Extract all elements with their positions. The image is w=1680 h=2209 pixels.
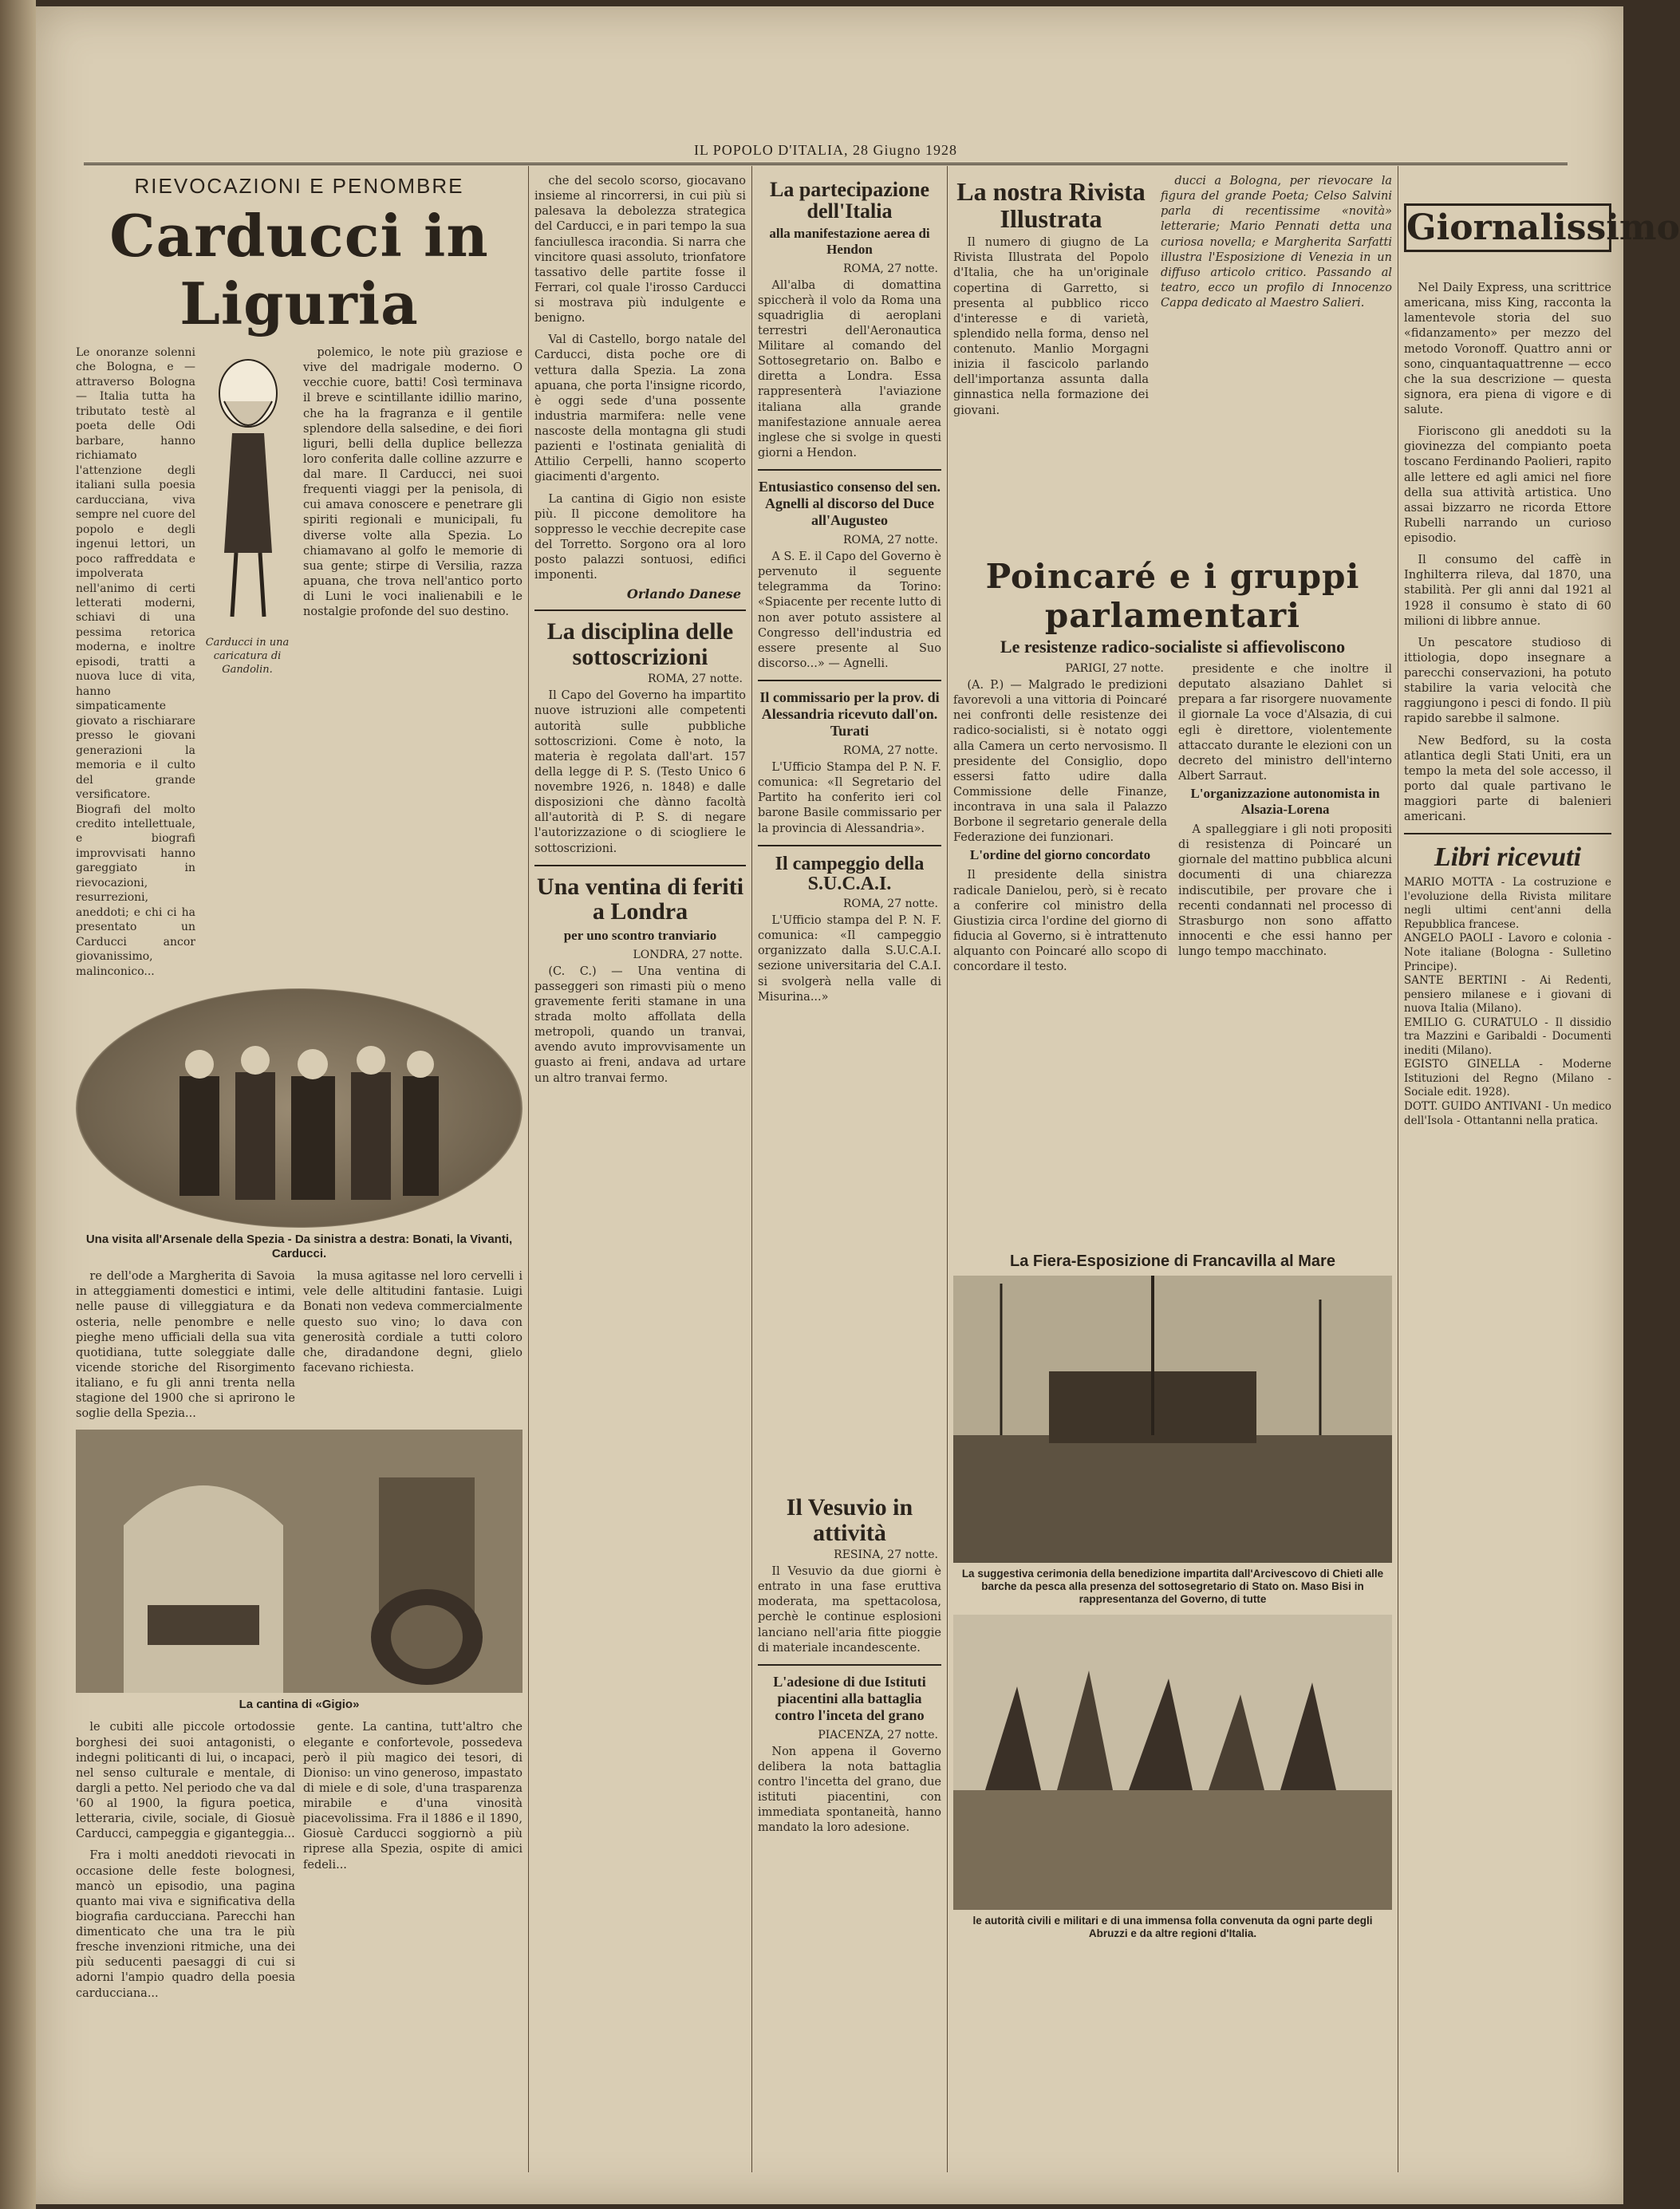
- cantina-photo-caption: La cantina di «Gigio»: [239, 1698, 360, 1712]
- section-rule: [758, 680, 941, 681]
- article-text: (C. C.) — Una ventina di passeggeri son rimasti più o meno gravemente feriti stamane in una strada molto affollata della metropoli, quando un tranvai, avendo avuto improvvisamente un guasto ai freni, andava ad urtare un altro tranvai fermo.: [534, 964, 746, 1085]
- article-text: Le onoranze solenni che Bologna, e — attraverso Bologna — Italia tutta ha tributato testè al poeta delle Odi barbare, hanno richiamato l'attenzione degli italiani sulla poesia carducciana, viva sempre nel cuore del popolo e degli ingenui lettori, un poco raffreddata e impolverata nell'animo di certi letterati moderni, schiavi di una pessima retorica moderna, e inoltre episodi, tratti a nuova luce di vita, hanno simpaticamente giovato a rischiarare presso le giovani generazioni la memoria e il culto del grande versificatore. Biografi del molto credito intellettuale, e biografi improvvisati hanno gareggiato in rievocazioni, resurrezioni, aneddoti; e chi ci ha presentato un Carducci ancor giovanissimo, malinconico...: [76, 346, 195, 978]
- libri-headline: Libri ricevuti: [1434, 842, 1582, 873]
- list-item: EGISTO GINELLA - Moderne Istituzioni del Regno (Milano - Sociale edit. 1928).: [1404, 1058, 1611, 1099]
- fiera-caption: La suggestiva cerimonia della benedizione impartita dall'Arcivescovo di Chieti alle barche da pesca alla presenza del sottosegretario di Stato on. Maso Bisi in rappresentanza del Governo, di tutte: [961, 1568, 1384, 1606]
- article-text: Il Vesuvio da due giorni è entrato in una fase eruttiva moderata, ma spettacolosa, perchè le continue esplosioni lanciano nell'aria fitte pioggie di materiale incandescente.: [758, 1565, 941, 1655]
- column-3: [758, 174, 941, 1446]
- dateline: ROMA, 27 notte.: [647, 673, 743, 686]
- dateline: ROMA, 27 notte.: [842, 534, 938, 547]
- cantina-photo: [76, 1430, 523, 1693]
- article-text: L'Ufficio Stampa del P. N. F. comunica: «Il Segretario del Partito ha conferito ieri col barone Basile commissario per la provincia di Alessandria».: [758, 761, 941, 835]
- article-text: All'alba di domattina spiccherà il volo da Roma una squadriglia di aeroplani terrestri dell'Aeronautica Militare al comando del Sottosegretario on. Balbo e diretta a Londra. Essa rappresenterà l'aviazione italiana alla grande manifestazione annuale aerea inglese che si svolge in questi giorni a Hendon.: [758, 278, 941, 460]
- article-headline: Carducci in Liguria: [109, 202, 489, 337]
- cantina-photo-image: [76, 1430, 523, 1693]
- section-rule: [758, 845, 941, 846]
- column-rule: [947, 166, 948, 2172]
- article-text: Il Capo del Governo ha impartito nuove istruzioni alle competenti autorità sulle pubbliche sottoscrizioni. Come è noto, la materia è regolata dall'art. 157 della legge di P. S. (Testo Unico 6 novembre 1926, n. 1848) e dalle disposizioni che dànno facoltà all'autorità di P. S. di negare l'autorizzazione o di sciogliere le sottoscrizioni.: [534, 689, 746, 855]
- newspaper-page: [36, 6, 1680, 2204]
- book-binding: [0, 0, 36, 2209]
- article-text: la musa agitasse nel loro cervelli i vele delle altitudini fantasie. Luigi Bonati non vedeva commercialmente questo suo vino; lo dava con generosità cordiale a tutti coloro che, diradandone degni, glielo facevano richiesta.: [303, 1270, 523, 1375]
- article-kicker: RIEVOCAZIONI E PENOMBRE: [134, 174, 464, 198]
- section-rule: [1404, 833, 1611, 834]
- article-text: Il presidente della sinistra radicale Danielou, però, si è recato a conferire col ministro della Giustizia circa l'ordine del giorno di fiducia al Governo, si è intrattenuto alquanto con Poincaré allo scopo di concordare il testo.: [953, 869, 1167, 974]
- ventina-headline: Una ventina di feriti a Londra: [536, 873, 744, 925]
- fiera-photo-2-image: [953, 1615, 1392, 1910]
- carducci-article: [76, 174, 523, 2172]
- alsazia-headline: L'organizzazione autonomista in Alsazia-Lorena: [1190, 786, 1380, 817]
- fiera-photo-feature: [953, 1251, 1392, 2176]
- header-rule: [84, 163, 1568, 165]
- dateline: LONDRA, 27 notte.: [633, 948, 743, 961]
- article-text: La cantina di Gigio non esiste più. Il piccone demolitore ha soppresso le vecchie decrepite case del Torretto. Sorgono ora al loro posto palazzi sontuosi, edifici imponenti.: [534, 492, 746, 582]
- fiera-caption: le autorità civili e militari e di una immensa folla convenuta da ogni parte degli Abruzzi e da altre regioni d'Italia.: [972, 1914, 1373, 1939]
- fiera-headline: La Fiera-Esposizione di Francavilla al Mare: [1010, 1252, 1335, 1270]
- poincare-headline: Poincaré e i gruppi parlamentari: [985, 557, 1360, 635]
- article-text: presidente e che inoltre il deputato alsaziano Dahlet si prepara a far risorgere nuovamente il giornale La voce d'Alsazia, di cui egli è direttore, violentemente attaccato durante le elezioni con un decreto del ministro dell'interno Albert Sarraut.: [1178, 663, 1392, 783]
- list-item: EMILIO G. CURATULO - Il dissidio tra Mazzini e Garibaldi - Documenti inediti (Milano).: [1404, 1016, 1611, 1057]
- article-text: re dell'ode a Margherita di Savoia in atteggiamenti domestici e intimi, nelle pause di villeggiatura e da osteria, nelle penombre e nelle pieghe meno ufficiali della sua vita quotidiana, tutte soleggiate dalle vicende storiche del Risorgimento italiano, e fu gli anni trenta nella stagione del 1900 che si aprirono le soglie della Spezia...: [76, 1270, 295, 1421]
- fiera-photo-1-image: [953, 1276, 1392, 1563]
- article-text: Il numero di giugno de La Rivista Illustrata del Popolo d'Italia, che ha un'originale copertina di Garretto, si presenta al pubblico ricco d'interesse e di varietà, splendido nella forma, denso nel contenuto. Manlio Morgagni inizia il fascicolo parlando dell'importanza assunta dalla ginnastica nella formazione dei giovani.: [953, 236, 1149, 417]
- list-item: ANGELO PAOLI - Lavoro e colonia - Note italiane (Bologna - Sulletino Principe).: [1404, 932, 1611, 973]
- column-rule: [528, 166, 529, 2172]
- disciplina-headline: La disciplina delle sottoscrizioni: [546, 618, 734, 670]
- poincare-article: [953, 557, 1392, 1235]
- adesione-headline: L'adesione di due Istituti piacentini alla battaglia contro l'inceta del grano: [773, 1673, 926, 1723]
- section-rule: [758, 1664, 941, 1666]
- list-item: MARIO MOTTA - La costruzione e l'evoluzione della Rivista militare negli ultimi cent'anni della Repubblica francese.: [1404, 876, 1611, 931]
- fiera-photo-2: [953, 1615, 1392, 1910]
- section-rule: [534, 865, 746, 866]
- article-text: Val di Castello, borgo natale del Carducci, dista poche ore di vettura dalla Spezia. La zona apuana, che porta l'insigne ricordo, è oggi sede d'una possente industria marmifera: nelle vene nascoste della montagna gli studi pazienti e l'ostinata genialità di Attilio Cerpelli, hanno scoperto giacimenti d'argento.: [534, 333, 746, 484]
- column-rule: [751, 166, 752, 2172]
- list-item: DOTT. GUIDO ANTIVANI - Un medico dell'Isola - Ottantanni nella pratica.: [1404, 1100, 1611, 1127]
- fiera-photo-1: [953, 1276, 1392, 1563]
- section-rule: [758, 469, 941, 471]
- arsenale-photo-caption: Una visita all'Arsenale della Spezia - Da sinistra a destra: Bonati, la Vivanti, Carducci.: [85, 1233, 513, 1261]
- section-rule: [534, 609, 746, 611]
- article-text: Un pescatore studioso di ittiologia, dopo insegnare a parecchi conservazioni, ha potuto stabilire la varia velocità che raggiungono i pesci di fondo. Il più rapido sarebbe il salmone.: [1404, 636, 1611, 726]
- article-text: Fra i molti aneddoti rievocati in occasione delle feste bolognesi, mancò un episodio, una pagina quanto mai viva e significativa della biografia carducciana. Parecchi han dimenticato che una tra le più fresche invenzioni ritmiche, una dei più seducenti paesaggi di cui si adorni l'ampio quadro della poesia carducciana...: [76, 1849, 295, 2000]
- giornalissimo-column: [1404, 174, 1680, 2172]
- dateline: PIACENZA, 27 notte.: [818, 1728, 938, 1742]
- page-header: [84, 134, 1568, 166]
- article-text: A spalleggiare i gli noti propositi di resistenza di Poincaré un giornale del mattino pubblica alcuni documenti di una chiarezza indiscutibile, per provare che i recenti condannati nel processo di Strasburgo non sono affatto innocenti e che essi hanno per lungo tempo macchinato.: [1178, 823, 1392, 958]
- carducci-caricature-image: [200, 345, 294, 633]
- partecipazione-subhead: alla manifestazione aerea di Hendon: [769, 225, 930, 257]
- vesuvio-headline: Il Vesuvio in attività: [786, 1494, 913, 1546]
- article-signature: Orlando Danese: [626, 586, 741, 602]
- article-text: New Bedford, su la costa atlantica degli Stati Uniti, era un tempo la meta del sole accesso, il porto dal quale partivano le maggiori parte di balenieri americani.: [1404, 734, 1611, 824]
- arsenale-photo: [76, 988, 523, 1228]
- article-text: Nel Daily Express, una scrittrice americana, miss King, racconta la lamentevole storia del suo «fidanzamento» per mezzo del metodo Voronoff. Quattro anni or sono, cinquantaquattrenne — ecco che la sua descrizione — questa signora, era piena di vigore e di salute.: [1404, 282, 1611, 417]
- dateline: ROMA, 27 notte.: [842, 262, 938, 275]
- article-text: Non appena il Governo delibera la nota battaglia contro l'incetta del grano, due istituti piacentini, con immediata spontaneità, hanno mandato la loro adesione.: [758, 1745, 941, 1835]
- poincare-subhead: Le resistenze radico-socialiste si affievoliscono: [1000, 637, 1346, 657]
- partecipazione-headline: La partecipazione dell'Italia: [769, 178, 930, 223]
- dateline: PARIGI, 27 notte.: [1065, 662, 1164, 675]
- ordine-headline: L'ordine del giorno concordato: [969, 847, 1151, 863]
- rivista-headline: La nostra Rivista Illustrata: [956, 177, 1146, 233]
- arsenale-photo-image: [76, 988, 523, 1228]
- article-text: L'Ufficio stampa del P. N. F. comunica: «Il campeggio organizzato dalla S.U.C.A.I. sezione universitaria del C.A.I. si svolgerà nella valle di Misurina...»: [758, 914, 941, 1004]
- dateline: ROMA, 27 notte.: [842, 897, 938, 911]
- dateline: RESINA, 27 notte.: [834, 1548, 938, 1561]
- campeggio-headline: Il campeggio della S.U.C.A.I.: [775, 853, 925, 894]
- article-text: le cubiti alle piccole ortodossie borghesi dei suoi antagonisti, o indegni politicanti di lui, o incapaci, nel senso culturale e mentale, di dargli a petto. Nel periodo che va dal '60 al 1900, la figura poetica, letteraria, civile, sociale, di Giosuè Carducci, campeggia e giganteggia...: [76, 1721, 295, 1841]
- entusiastico-headline: Entusiastico consenso del sen. Agnelli al discorso del Duce all'Augusteo: [758, 479, 941, 529]
- article-text: Il consumo del caffè in Inghilterra rileva, dal 1870, una stabilità. Per gli anni dal 1921 al 1928 il consumo è stato di 60 milioni di libbre annue.: [1404, 554, 1611, 628]
- article-text: Fioriscono gli aneddoti su la giovinezza del compianto poeta toscano Ferdinando Paolieri, rapito alle lettere ed agli amici nel fiore della sua attività artistica. Uno assai bizzarro ne ricorda Ettore Rubelli narrando un curioso episodio.: [1404, 425, 1611, 546]
- article-text: polemico, le note più graziose e vive del madrigale moderno. O vecchie cuore, batti! Così terminava il breve e scintillante idillio marino, che ha la fragranza e il gentile splendore della salsedine, e dei fiori liguri, belli della duplice bellezza loro conferita dalle colline azzurre e dal mare. Il Carducci, nei suoi frequenti viaggi per la penisola, di cui amava conoscere e penetrare gli spiriti regionali e municipali, fu diverse volte alla Spezia. Lo chiamavano al golfo le memorie di sua gente; stirpe di Versilia, razza apuana, che trova nell'antico porto di Luni le voci inalienabili e le nostalgie profonde del suo destino.: [303, 346, 523, 619]
- column-2: [534, 174, 746, 2172]
- article-text: gente. La cantina, tutt'altro che elegante e confortevole, possedeva però il più magico dei tesori, di Dioniso: un vino generoso, impastato di miele e di sole, d'una trasparenza mirabile e d'una vinosità piacevolissima. Fra il 1886 e il 1890, Giosuè Carducci soggiornò a più riprese alla Spezia, ospite di amici fedeli...: [303, 1721, 523, 1872]
- giornalissimo-headline: Giornalissimo: [1404, 203, 1611, 252]
- article-text: A S. E. il Capo del Governo è pervenuto il seguente telegramma da Torino: «Spiacente per recente lutto di non aver potuto assistere al Congresso dell'industria ed essere presente al Suo discorso...» — Agnelli.: [758, 550, 941, 670]
- list-item: SANTE BERTINI - Ai Redenti, pensiero milanese e i giovani di nuova Italia (Milano).: [1404, 974, 1611, 1016]
- column-3-lower: [758, 1490, 941, 2172]
- article-text: (A. P.) — Malgrado le predizioni favorevoli a una vittoria di Poincaré nei confronti delle resistenze dei radico-socialisti, si è notato oggi alla Camera un certo nervosismo. Il presidente del Consiglio, dopo essersi fatto udire dalla Commissione delle Finanze, incontrava in una sala il Palazzo Borbone il segretario generale della Federazione dei funzionari.: [953, 679, 1167, 845]
- caricature-caption: Carducci in una caricatura di Gandolin.: [205, 637, 290, 677]
- ventina-subhead: per uno scontro tranviario: [563, 927, 717, 943]
- article-text: che del secolo scorso, giocavano insieme al rincorrersi, in cui più si palesava la debolezza strategica del Carducci, e in pari tempo la sua fanciullesca iracondia. Si narra che vincitore quasi assoluto, trionfatore tassativo delle partite fosse il Ferrari, col quale l'irosso Carducci si mostrava più indulgente e benigno.: [534, 175, 746, 325]
- commissario-headline: Il commissario per la prov. di Alessandria ricevuto dall'on. Turati: [759, 689, 940, 740]
- dateline: ROMA, 27 notte.: [842, 744, 938, 758]
- libri-list: [1404, 876, 1611, 1128]
- article-text: ducci a Bologna, per rievocare la figura del grande Poeta; Celso Salvini parla di recentissime «novità» letterarie; Mario Pennati detta una curiosa novella; e Margherita Sarfatti illustra l'Esposizione di Venezia in un diffuso articolo critico. Passando al teatro, ecco un profilo di Innocenzo Cappa dedicato al Maestro Salieri.: [1161, 175, 1392, 310]
- masthead: IL POPOLO D'ITALIA, 28 Giugno 1928: [693, 142, 958, 158]
